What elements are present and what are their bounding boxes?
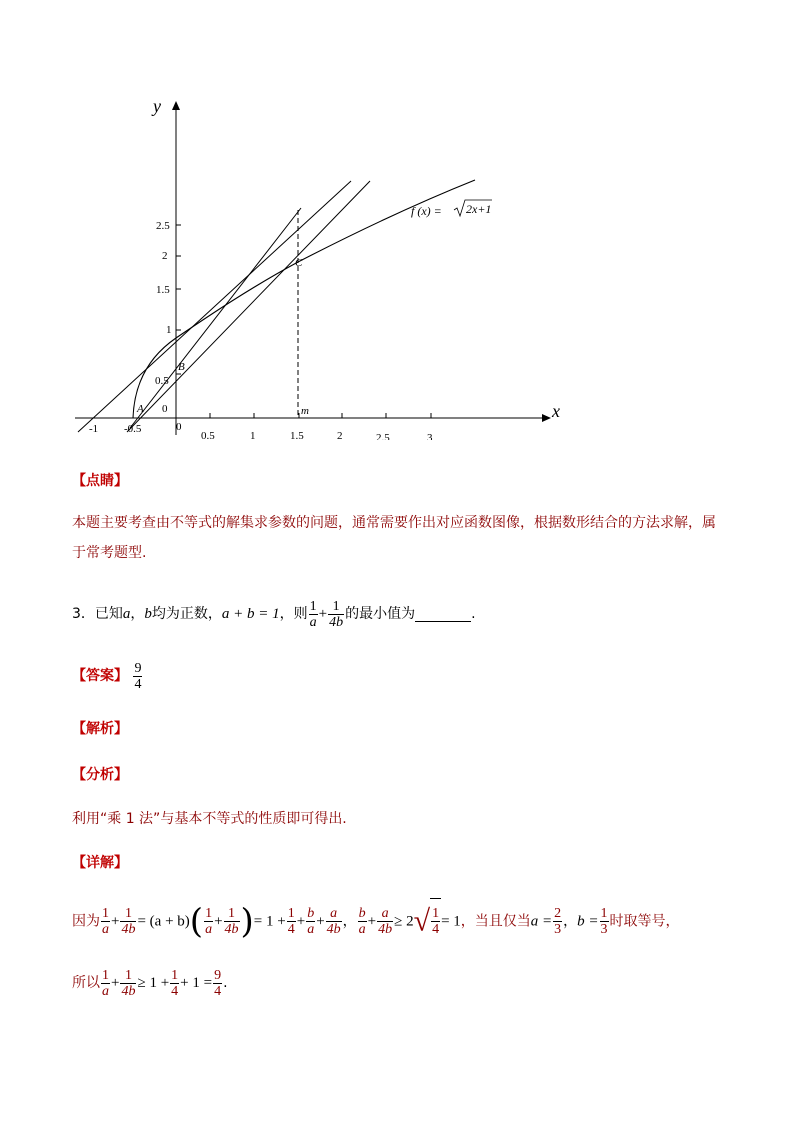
- answer-tag: 【答案】: [72, 668, 128, 684]
- d: 4: [287, 922, 295, 937]
- n: 1: [102, 967, 109, 983]
- x-ticks: [210, 413, 431, 418]
- d: 4b: [326, 922, 341, 937]
- line-2: [127, 181, 370, 432]
- geq: ≥ 2: [394, 913, 414, 930]
- x-tick-neg1: -1: [89, 423, 99, 435]
- eq-mid: = (a + b): [137, 913, 190, 930]
- frac-1-4: [287, 906, 296, 937]
- frac-1-over-a: [309, 599, 318, 630]
- line-1: [78, 181, 351, 432]
- x-tick-2: 2: [337, 430, 343, 440]
- frac-1-a: [101, 906, 110, 937]
- analysis-tag: [72, 718, 128, 738]
- sqrt-quarter: √ $\frac{1}{4}$: [414, 898, 441, 945]
- n: 1: [171, 967, 179, 983]
- n: 1: [120, 906, 136, 922]
- d: a: [205, 922, 213, 937]
- remark-line-1: 本题主要考查由不等式的解集求参数的问题，通常需要作出对应函数图像，根据数形结合的方法求解，属: [72, 515, 716, 531]
- n: 1: [224, 906, 240, 922]
- var-a: a: [122, 606, 131, 622]
- y-tick-0: 0: [162, 403, 168, 415]
- frac-1-a-2: [204, 906, 213, 937]
- when-only: ，当且仅当: [460, 913, 531, 930]
- fenxi-text-content: 利用“乘 1 法”与基本不等式的性质即可得出.: [72, 811, 347, 827]
- final-rhs: ≥ 1 +: [137, 975, 170, 991]
- d: 4: [214, 983, 222, 999]
- rparen: ): [240, 901, 254, 942]
- n: 1: [600, 906, 608, 921]
- n: 1: [102, 906, 109, 921]
- frac-1-over-4b: [328, 599, 344, 630]
- d: a: [102, 983, 109, 999]
- p: +: [214, 913, 223, 930]
- frac-2-3: $\frac{2}{3}$: [554, 906, 562, 937]
- remark-tag-text: 【点睛】: [72, 473, 128, 489]
- d: a: [102, 922, 109, 937]
- frac-a-4b: [326, 906, 342, 937]
- frac-num: 1: [309, 598, 317, 614]
- question-3: [72, 596, 476, 632]
- take-equal: 时取等号，: [609, 913, 680, 930]
- n: 9: [214, 967, 222, 983]
- n: 1: [287, 906, 295, 921]
- answer-blank: [415, 607, 471, 622]
- x-tick-1: 1: [250, 430, 256, 440]
- answer-den: 4: [134, 676, 142, 692]
- lparen: (: [189, 901, 204, 942]
- detail-line-1: [72, 898, 680, 945]
- detail-tag-text: 【详解】: [72, 855, 128, 871]
- x-tick-25: 2.5: [376, 432, 390, 440]
- remark-line-2: 于常考题型.: [72, 545, 147, 561]
- x-tick-15: 1.5: [290, 430, 304, 440]
- n: a: [326, 906, 342, 922]
- frac-1-4-in: [431, 906, 440, 937]
- frac-1-a-f: [101, 968, 110, 999]
- p: +: [111, 975, 120, 991]
- x-tick-3: 3: [427, 432, 433, 440]
- a-eq: a =: [530, 913, 553, 930]
- q-condition: a + b = 1: [221, 606, 280, 622]
- n: a: [377, 906, 393, 922]
- y-tick-1: 1: [166, 324, 172, 336]
- frac-1-4-f: [170, 968, 179, 999]
- p: +: [296, 913, 306, 930]
- answer-row: [72, 656, 143, 696]
- fenxi-tag: [72, 764, 128, 784]
- n: 1: [432, 906, 440, 922]
- answer-num: 9: [134, 660, 142, 676]
- c2: ，: [563, 913, 578, 930]
- point-b-label: B: [178, 361, 185, 373]
- therefore: 所以: [72, 975, 100, 991]
- d: a: [307, 922, 315, 937]
- because: 因为: [72, 913, 100, 930]
- eq-rhs: = 1 +: [253, 913, 286, 930]
- analysis-tag-text: 【解析】: [72, 721, 128, 737]
- point-m-label: m: [301, 405, 309, 417]
- fenxi-text: [72, 804, 347, 834]
- fenxi-tag-text: 【分析】: [72, 767, 128, 783]
- d: a: [358, 922, 366, 937]
- frac-a-4b-2: [377, 906, 393, 937]
- plus-one: + 1 =: [180, 975, 213, 991]
- y-tick-05: 0.5: [155, 375, 169, 387]
- y-ticks: [176, 225, 181, 374]
- q-then: ，则: [279, 606, 308, 622]
- detail-line-2: [72, 960, 228, 1006]
- frac-num: 1: [328, 599, 344, 615]
- q-min-value: 的最小值为: [345, 606, 416, 622]
- q-period: .: [471, 606, 476, 622]
- d: 4b: [121, 983, 136, 999]
- d: 4: [432, 922, 440, 938]
- frac-1-3: $\frac{1}{3}$: [600, 906, 608, 937]
- frac-b-a: [306, 906, 315, 937]
- n: b: [307, 906, 315, 921]
- remark-text: [72, 508, 732, 568]
- d: 4: [171, 983, 179, 999]
- frac-den: a: [309, 614, 317, 630]
- line-3: [130, 208, 301, 428]
- p: +: [367, 913, 377, 930]
- x-tick-05: 0.5: [201, 430, 215, 440]
- p: +: [111, 913, 120, 930]
- frac-b-a-2: [358, 906, 367, 937]
- n: 1: [120, 968, 136, 984]
- q-comma: ，: [130, 606, 145, 622]
- point-a-label: A: [137, 403, 144, 415]
- y-tick-2: 2: [162, 250, 168, 262]
- x-tick-0: 0: [176, 421, 182, 433]
- remark-tag: [72, 470, 128, 490]
- answer-fraction: [133, 661, 142, 692]
- c: ，: [342, 913, 357, 930]
- x-tick-neg05: -0.5: [124, 423, 142, 435]
- question-number: 3．已知: [72, 606, 123, 622]
- p: +: [316, 913, 325, 930]
- frac-1-4b: [120, 906, 136, 937]
- frac-den: 4b: [329, 614, 344, 630]
- function-graph: [60, 90, 580, 440]
- n: 1: [205, 906, 213, 921]
- x-axis-label: x: [552, 401, 560, 421]
- d: 4b: [224, 922, 239, 937]
- frac-1-4b-f: [120, 968, 136, 999]
- eq-one: = 1: [441, 913, 461, 930]
- function-radicand: 2x+1: [466, 202, 492, 216]
- d: 4b: [378, 922, 393, 937]
- function-label: f (x) =: [411, 204, 442, 218]
- n: b: [358, 906, 366, 921]
- b-eq: b =: [577, 913, 599, 930]
- d: 4b: [121, 922, 136, 937]
- frac-1-4b-2: [224, 906, 240, 937]
- y-axis-label: y: [153, 96, 161, 116]
- var-b: b: [144, 606, 152, 622]
- end: .: [223, 975, 228, 991]
- q-positive: 均为正数，: [151, 606, 222, 622]
- plus: +: [318, 606, 328, 622]
- detail-tag: [72, 852, 128, 872]
- y-tick-15: 1.5: [156, 284, 170, 296]
- frac-9-4: [213, 968, 222, 999]
- point-c-label: C: [295, 257, 303, 269]
- y-tick-25: 2.5: [156, 220, 170, 232]
